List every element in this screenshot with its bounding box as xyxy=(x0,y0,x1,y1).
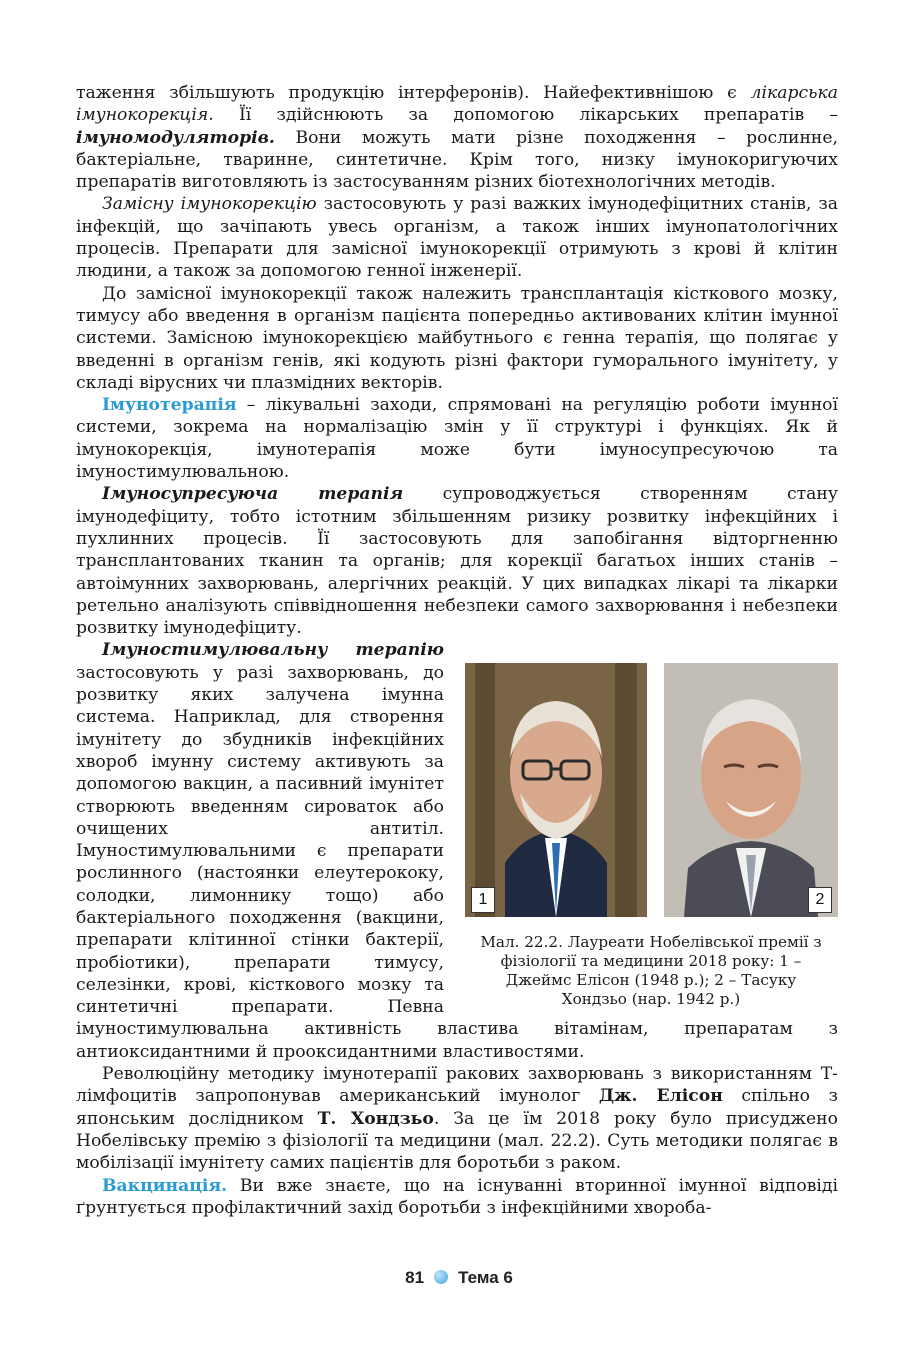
portrait-1-image xyxy=(465,663,647,917)
name-allison: Дж. Елісон xyxy=(598,1086,723,1107)
text: Революційну методику імунотерапії ракових захворювань з використанням Т-лімфоцитів запропонував американський імунолог xyxy=(76,1064,838,1107)
bullet-dot-icon xyxy=(434,1270,448,1284)
photo-james-allison xyxy=(465,663,647,917)
paragraph-7 xyxy=(76,1063,838,1174)
photo-number-2: 2 xyxy=(808,887,832,913)
text: таження збільшують продукцію інтерферонів). Найефективнішою є xyxy=(76,83,751,103)
text: застосовують у разі важких імунодефіцитних станів, за інфекцій, що зачіпають увесь організм, а також інших імунопатологічних процесів. Препарати для замісної імунокорекції отримують з крові й клітин людини, а також за допомогою генної інженерії. xyxy=(76,194,838,282)
page-body xyxy=(76,82,838,1219)
text: – лікувальні заходи, спрямовані на регуляцію роботи імунної системи, зокрема на нормалізацію змін у її структурі і функціях. Як й імунокорекція, імунотерапія може бути імуносупресуючою та імуностимулювальною. xyxy=(76,395,838,483)
photo-tasuku-honjo xyxy=(664,663,838,917)
text: . За це їм 2018 року було присуджено Нобелівську премію з фізіології та медицини (мал. 22.2). Суть методики полягає в мобілізації імунітету самих пацієнтів для боротьби з раком. xyxy=(76,1108,838,1174)
figure-photos xyxy=(464,661,838,917)
text: Вони можуть мати різне походження – рослинне, бактеріальне, тваринне, синтетичне. Крім того, низку імунокоригуючих препаратів виготовляють із застосуванням різних біотехнологічних методів. xyxy=(76,127,838,193)
paragraph-4 xyxy=(76,394,838,483)
heading-vaccination: Вакцинація. xyxy=(102,1175,228,1196)
text: застосовують у разі захворювань, до розвитку яких залучена імунна система. Наприклад, для створення імунітету до збудників інфекційних хвороб імунну систему активують за допомогою вакцин, а пасивний імунітет створюють введенням сироваток або очищених антитіл. Імуностимулювальними є препарати рослинного (настоянки елеутерококу, солодки, лимоннику тощо) або бактеріального походження (вакцини, препарати клітинної стінки бактерії, пробіотики), препарати тимусу, селезінки, крові, кісткового мозку та синтетичні препарати. Певна імуностимулювальна активність властива вітамінам, препаратам з антиоксидантними й прооксидантними властивостями. xyxy=(76,662,838,1062)
paragraph-8 xyxy=(76,1175,838,1220)
name-honjo: Т. Хондзьо xyxy=(317,1108,434,1129)
text: спільно з японським дослідником xyxy=(76,1086,838,1129)
term-immunostimulating-therapy: Імуностимулювальну терапію xyxy=(102,640,444,661)
text: супроводжується створенням стану імунодефіциту, тобто істотним збільшенням ризику розвитку інфекційних і пухлинних процесів. Її застосовують для запобігання відторгненню трансплантованих тканин та органів; для корекції багатьох інших станів – автоімунних захворювань, алергічних реакцій. У цих випадках лікарі та лікарки ретельно аналізують співвідношення небезпеки самого захворювання і небезпеки розвитку імунодефіциту. xyxy=(76,484,838,639)
term-medicinal-immunocorrection: лікарська імунокорекція. xyxy=(76,83,838,126)
page-footer xyxy=(0,1268,918,1288)
page-number: 81 xyxy=(405,1268,425,1287)
figure-caption: Мал. 22.2. Лауреати Нобелівської премії з фізіології та медицини 2018 року: 1 – Джеймс Елісон (1948 р.); 2 – Тасуку Хондзьо (нар. 1942 р.) xyxy=(480,933,822,1009)
paragraph-2 xyxy=(76,193,838,282)
photo-number-1: 1 xyxy=(471,887,495,913)
term-immunomodulators: імуномодуляторів. xyxy=(76,127,275,148)
figure-22-2 xyxy=(464,661,838,1009)
topic-label: Тема 6 xyxy=(458,1268,513,1287)
term-replacement-immunocorrection: Замісну імунокорекцію xyxy=(102,194,317,215)
text: Ви вже знаєте, що на існуванні вторинної імунної відповіді ґрунтується профілактичний захід боротьби з інфекційними хвороба- xyxy=(76,1175,838,1218)
paragraph-5 xyxy=(76,483,838,639)
heading-immunotherapy: Імунотерапія xyxy=(102,395,237,416)
term-immunosuppressive-therapy: Імуносупресуюча терапія xyxy=(102,484,404,505)
paragraph-3: До замісної імунокорекції також належить трансплантація кісткового мозку, тимусу або введення в організм пацієнта попередньо активованих клітин імунної системи. Замісною імунокорекцією майбутнього є генна терапія, що полягає у введенні в організм генів, які кодують різні фактори гуморального імунітету, у складі вірусних чи плазмідних векторів. xyxy=(76,283,838,393)
text: Її здійснюють за допомогою лікарських препаратів – xyxy=(213,105,838,126)
portrait-2-image xyxy=(664,663,838,917)
paragraph-1 xyxy=(76,82,838,193)
